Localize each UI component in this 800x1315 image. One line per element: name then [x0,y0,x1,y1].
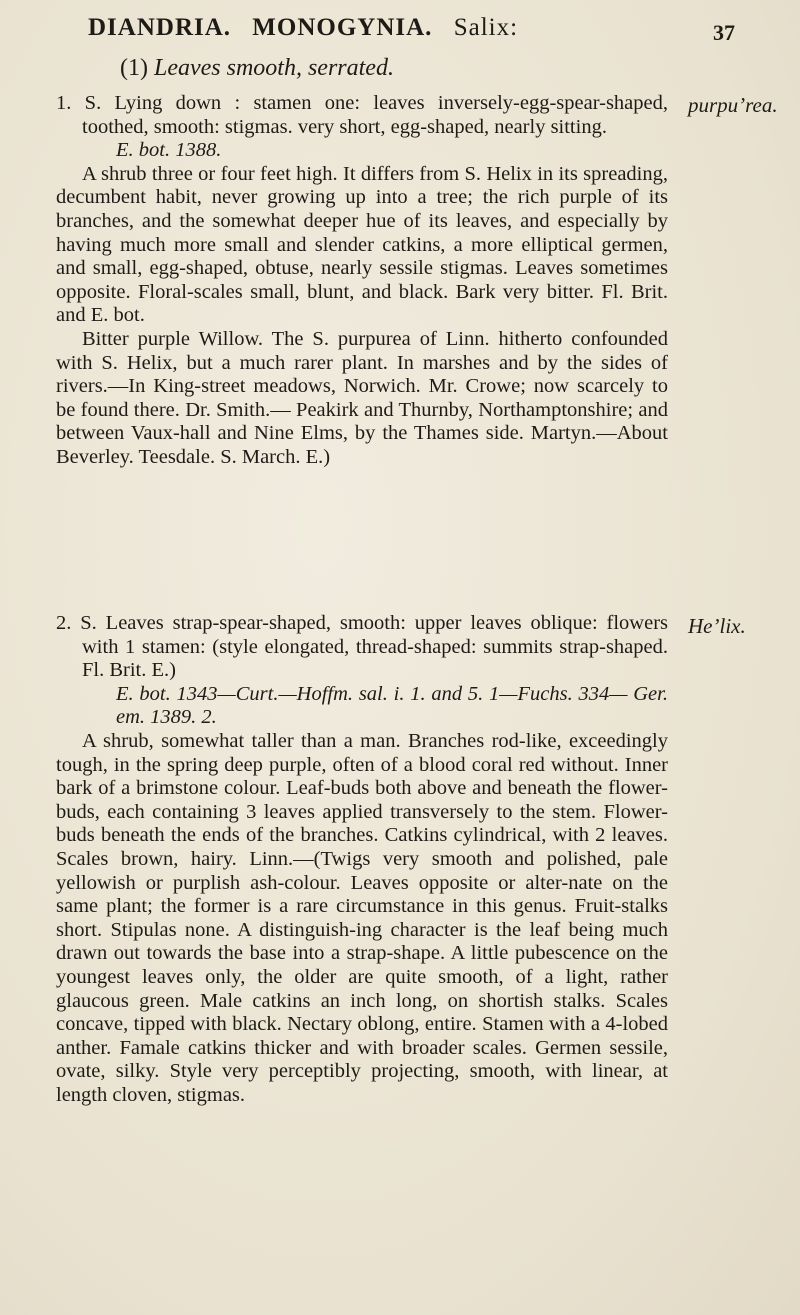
order-name: MONOGYNIA. [252,14,433,41]
species-2-number: 2. S. [56,612,97,634]
species-2-body: A shrub, somewhat taller than a man. Branches rod-like, exceedingly tough, in the spring deep purple, often of a blood coral red without. Inner bark of a brimstone colour. Leaf-buds both above and beneath the flower-buds, each containing 3 leaves applied transversely to the stem. Flower-buds beneath the ends of the branches. Catkins cylindrical, with 2 leaves. Scales brown, hairy. Linn.—(Twigs very smooth and polished, pale yellowish or purplish ash-colour. Leaves opposite or alter-nate on the same plant; the former is a rare circumstance in this genus. Fruit-stalks short. Stipulas none. A distinguish-ing character is the leaf being much drawn out towards the base into a strap-shape. A little pubescence on the youngest leaves only, the older are quite smooth, of a light, rather glaucous green. Male catkins an inch long, on shortish stalks. Scales concave, tipped with black. Nectary oblong, entire. Stamen with a 4-lobed anther. Famale catkins thicker and with broader scales. Germen sessile, ovate, silky. Style very perceptibly projecting, smooth, with linear, at length cloven, stigmas. [56,729,668,1106]
species-1-diagnosis [56,92,668,139]
species-1-description: Lying down : stamen one: leaves inversely-egg-spear-shaped, toothed, smooth: stigmas. very short, egg-shaped, nearly sitting. [82,92,669,138]
species-2-reference: E. bot. 1343—Curt.—Hoffm. sal. i. 1. and 5. 1—Fuchs. 334— Ger. em. 1389. 2. [116,682,668,729]
species-1-reference: E. bot. 1388. [116,139,222,162]
species-1-number: 1. S. [56,92,102,114]
species-1-body: A shrub three or four feet high. It differs from S. Helix in its spreading, decumbent habit, never growing up into a tree; the rich purple of its branches, and the somewhat deeper hue of its leaves, and especially by having much more small and slender catkins, a more elliptical germen, and small, egg-shaped, obtuse, nearly sessile stigmas. Leaves sometimes opposite. Floral-scales small, blunt, and black. Bark very bitter. Fl. Brit. and E. bot. [56,162,668,327]
species-2-margin-name: He’lix. [688,614,746,638]
species-1-margin-name: purpu’rea. [688,93,778,117]
page-number: 37 [713,20,735,45]
species-entry-2 [56,612,668,1107]
species-1-note: Bitter purple Willow. The S. purpurea of Linn. hitherto confounded with S. Helix, but a much rarer plant. In marshes and by the sides of rivers.—In King-street meadows, Norwich. Mr. Crowe; now scarcely to be found there. Dr. Smith.— Peakirk and Thurnby, Northamptonshire; and between Vaux-hall and Nine Elms, by the Thames side. Martyn.—About Beverley. Teesdale. S. March. E.) [56,327,668,468]
subheading-title: Leaves smooth, serrated. [153,55,394,81]
section-subheading [120,55,394,82]
running-header [88,14,668,42]
subheading-marker: (1) [120,55,148,81]
genus-name: Salix: [453,14,519,41]
class-name: DIANDRIA. [88,14,232,41]
species-entry-1 [56,92,668,470]
species-2-description: Leaves strap-spear-shaped, smooth: upper leaves oblique: flowers with 1 stamen: (style elongated, thread-shaped: summits strap-shaped. Fl. Brit. E.) [82,612,669,682]
species-2-diagnosis [56,612,668,683]
